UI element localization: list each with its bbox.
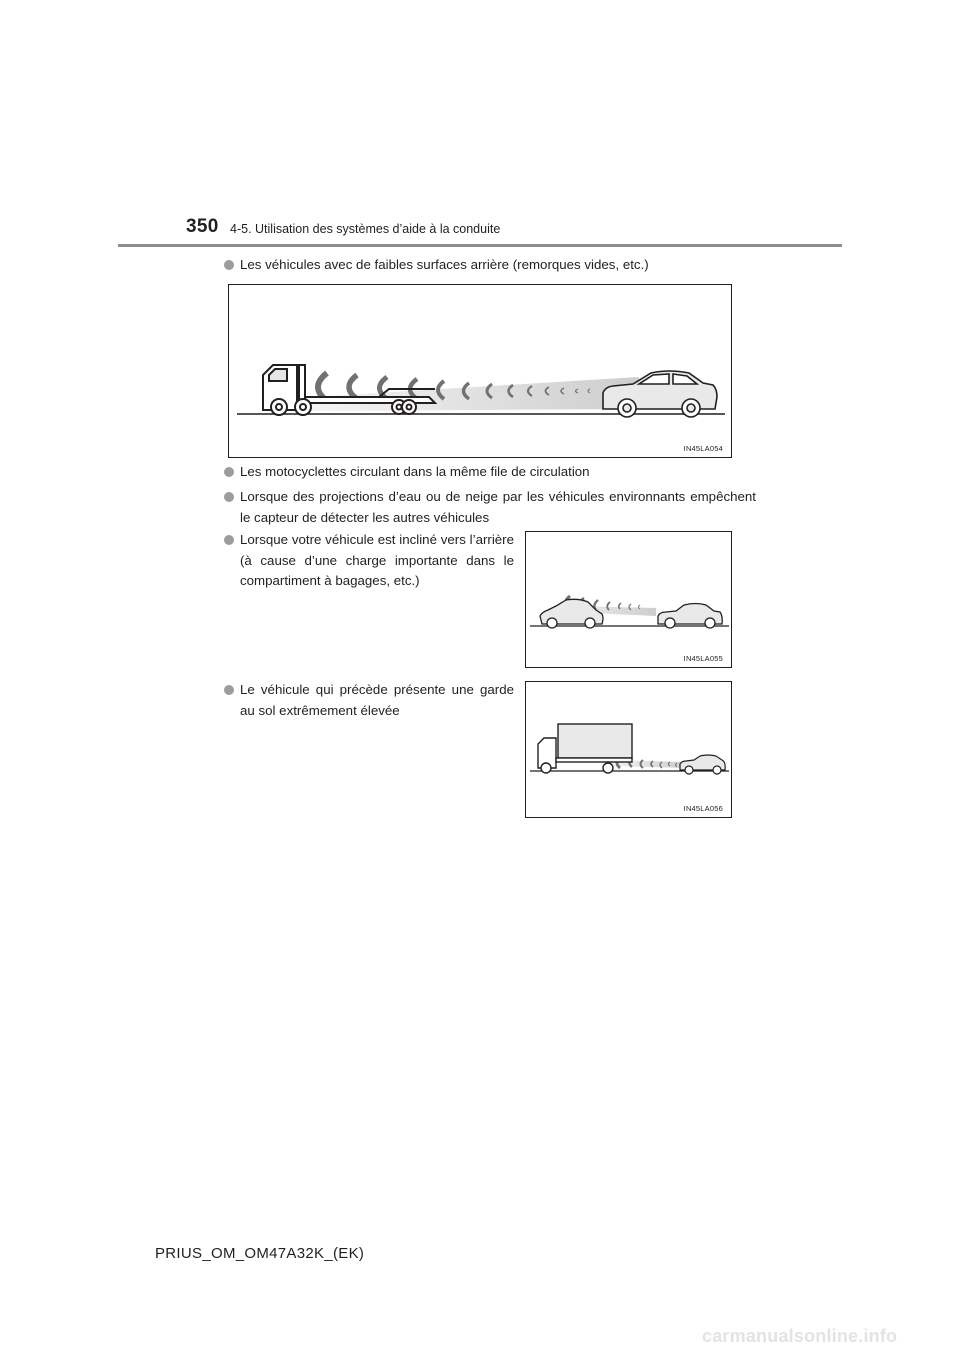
bullet-text: Les motocyclettes circulant dans la même file de circulation — [240, 464, 590, 479]
watermark: carmanualsonline.info — [702, 1326, 898, 1346]
figure-code: IN45LA054 — [683, 444, 723, 453]
section-title: 4-5. Utilisation des systèmes d’aide à la conduite — [230, 222, 501, 236]
figure-inclined-vehicle — [525, 531, 732, 668]
bullet-dot-icon — [224, 492, 234, 502]
bullet-text: Lorsque des projections d’eau ou de neige par les véhicules environnants empêchent le capteur de détecter les autres véhicules — [240, 489, 756, 525]
bullet-text: Les véhicules avec de faibles surfaces arrière (remorques vides, etc.) — [240, 257, 649, 272]
figure-trailer-truck — [228, 284, 732, 458]
high-clearance-illustration — [526, 682, 733, 819]
bullet-text: Lorsque votre véhicule est incliné vers l’arrière (à cause d’une charge importante dans le compartiment à bagages, etc.) — [240, 532, 514, 588]
bullet-item — [224, 255, 764, 276]
figure-code: IN45LA055 — [683, 654, 723, 663]
bullet-item — [224, 680, 514, 721]
bullet-dot-icon — [224, 685, 234, 695]
bullet-item — [224, 530, 514, 592]
bullet-dot-icon — [224, 535, 234, 545]
bullet-item — [224, 487, 756, 528]
bullet-dot-icon — [224, 467, 234, 477]
footer-doc-code: PRIUS_OM_OM47A32K_(EK) — [155, 1245, 365, 1262]
figure-code: IN45LA056 — [683, 804, 723, 813]
figure-high-clearance — [525, 681, 732, 818]
page-number: 350 — [186, 216, 219, 237]
trailer-truck-illustration — [229, 285, 733, 459]
bullet-dot-icon — [224, 260, 234, 270]
header-rule — [118, 244, 842, 247]
inclined-vehicle-illustration — [526, 532, 733, 669]
bullet-item — [224, 462, 764, 483]
bullet-text: Le véhicule qui précède présente une garde au sol extrêmement élevée — [240, 682, 514, 718]
